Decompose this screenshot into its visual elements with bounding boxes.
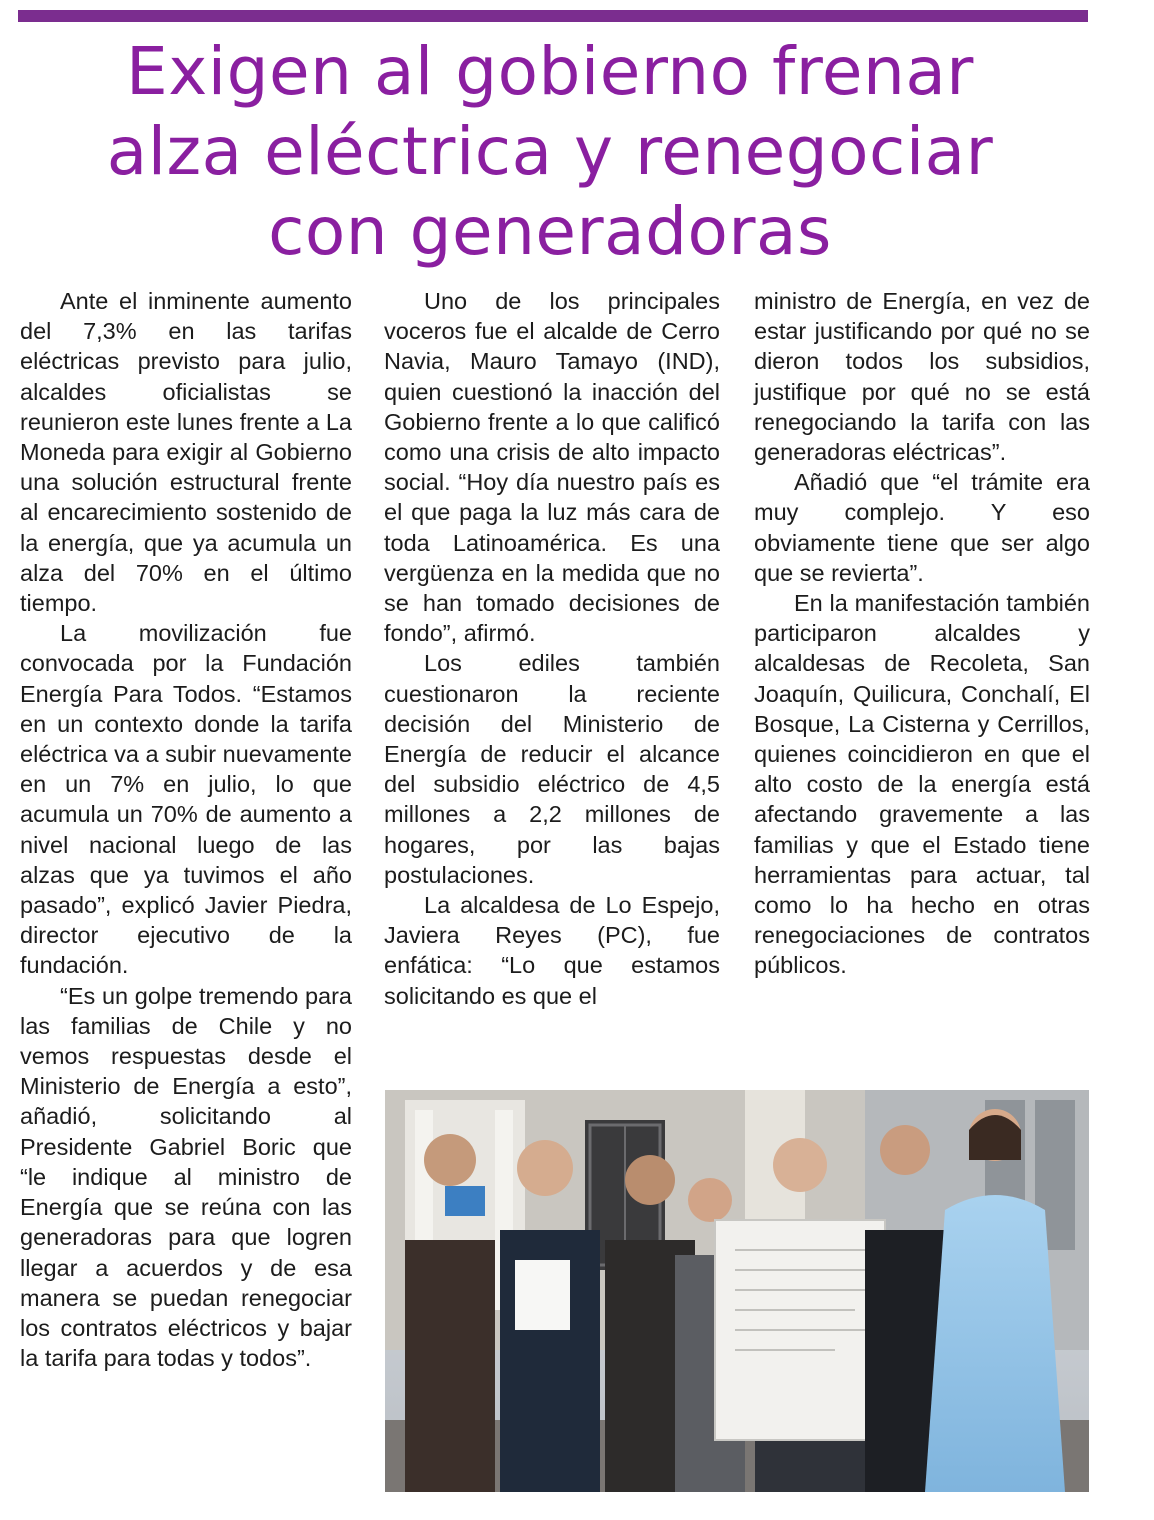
article-column-3 [754, 286, 1090, 981]
paragraph: La alcaldesa de Lo Espejo, Javiera Reyes (PC), fue enfática: “Lo que estamos solicitando es que el [384, 892, 720, 1009]
paragraph: Ante el inminente aumento del 7,3% en las tarifas eléctricas previsto para julio, alcaldes oficialistas se reunieron este lunes frente a La Moneda para exigir al Gobierno una solución estructural frente al encarecimiento sostenido de la energía, que ya acumula un alza del 70% en el último tiempo. [20, 288, 352, 617]
paragraph: La movilización fue convocada por la Fundación Energía Para Todos. “Estamos en un contexto donde la tarifa eléctrica va a subir nuevamente en un 7% en julio, lo que acumula un 70% de aumento a nivel nacional luego de las alzas que ya tuvimos el año pasado”, explicó Javier Piedra, director ejecutivo de la fundación. [20, 620, 352, 979]
paragraph-continued: ministro de Energía, en vez de estar justificando por qué no se dieron todos los subsidios, justifique por qué no se está renegociando la tarifa con las generadoras eléctricas”. [754, 288, 1090, 466]
article-column-2 [384, 286, 720, 1011]
article-column-1 [20, 286, 352, 1373]
news-photo [385, 1090, 1089, 1492]
group-photo-illustration [385, 1090, 1089, 1492]
paragraph: “Es un golpe tremendo para las familias de Chile y no vemos respuestas desde el Ministerio de Energía a esto”, añadió, solicitando al Presidente Gabriel Boric que “le indique al ministro de Energía que se reúna con las generadoras para que logren llegar a acuerdos y de esa manera se puedan renegociar los contratos eléctricos y bajar la tarifa para todas y todos”. [20, 982, 352, 1372]
paragraph: Añadió que “el trámite era muy complejo. Y eso obviamente tiene que ser algo que se revierta”. [754, 469, 1090, 586]
paragraph: En la manifestación también participaron alcaldes y alcaldesas de Recoleta, San Joaquín, Quilicura, Conchalí, El Bosque, La Cisterna y Cerrillos, quienes coincidieron en que el alto costo de la energía está afectando gravemente a las familias y que el Estado tiene herramientas para actuar, tal como lo ha hecho en otras renegociaciones de contratos públicos. [754, 590, 1090, 979]
headline-line-3: con generadoras [268, 193, 832, 270]
top-rule [18, 10, 1088, 22]
paragraph: Uno de los principales voceros fue el alcalde de Cerro Navia, Mauro Tamayo (IND), quien cuestionó la inacción del Gobierno frente a lo que calificó como una crisis de alto impacto social. “Hoy día nuestro país es el que paga la luz más cara de toda Latinoamérica. Es una vergüenza en la medida que no se han tomado decisiones de fondo”, afirmó. [384, 288, 720, 647]
headline-line-2: alza eléctrica y renegociar [106, 113, 994, 190]
paragraph: Los ediles también cuestionaron la reciente decisión del Ministerio de Energía de reducir el alcance del subsidio eléctrico de 4,5 millones a 2,2 millones de hogares, por las bajas postulaciones. [384, 650, 720, 888]
headline-line-1: Exigen al gobierno frenar [126, 33, 974, 110]
headline [0, 32, 1100, 272]
